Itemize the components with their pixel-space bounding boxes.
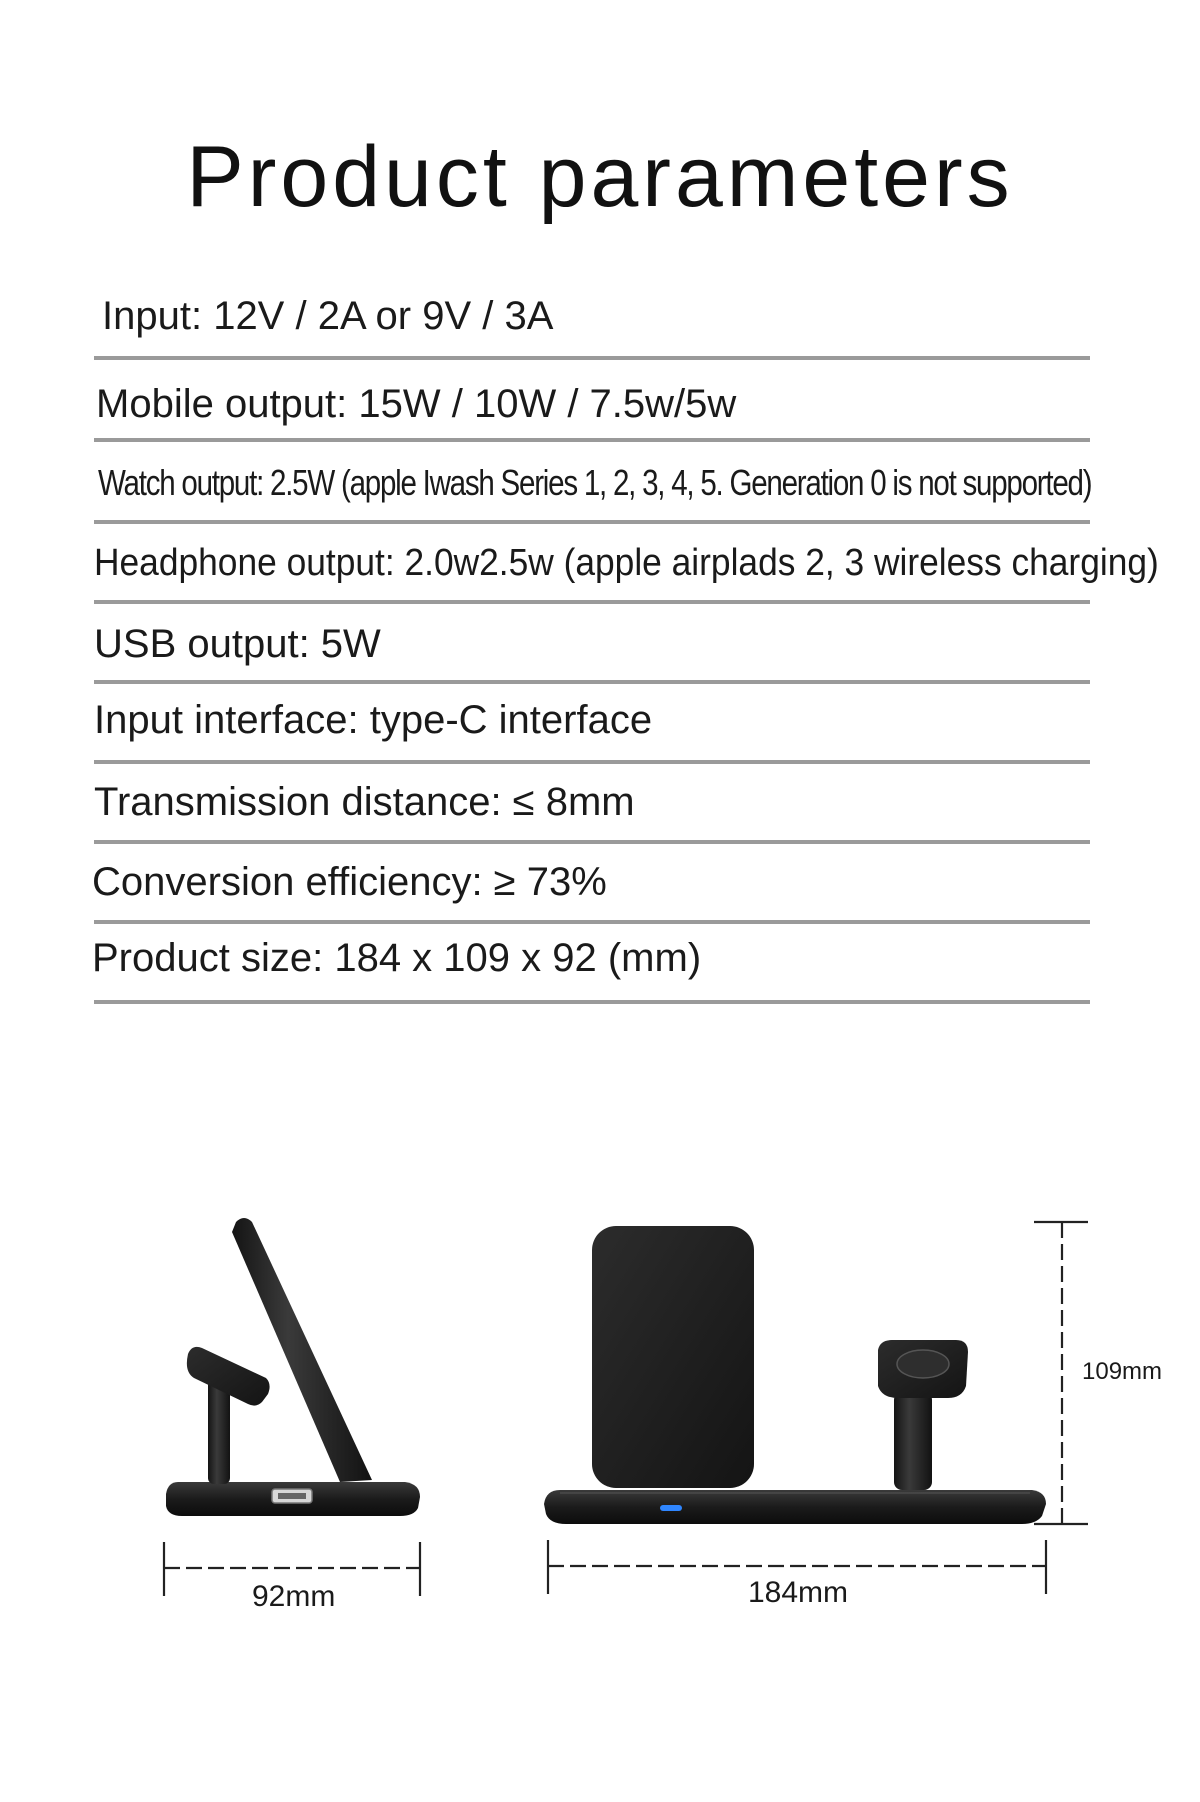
param-usb-output: USB output: 5W bbox=[94, 622, 381, 666]
side-view bbox=[166, 1218, 420, 1516]
dimension-height bbox=[1034, 1222, 1088, 1524]
led-indicator bbox=[660, 1505, 682, 1511]
phone-charging-pad bbox=[592, 1226, 754, 1488]
front-base bbox=[544, 1490, 1046, 1524]
param-transmission-distance: Transmission distance: ≤ 8mm bbox=[94, 780, 635, 824]
param-headphone-output: Headphone output: 2.0w2.5w (apple airplads 2, 3 wireless charging) bbox=[94, 542, 1159, 584]
depth-label: 92mm bbox=[252, 1580, 336, 1613]
phone-stand-arm bbox=[232, 1218, 372, 1482]
param-input: Input: 12V / 2A or 9V / 3A bbox=[102, 294, 554, 338]
param-watch-output: Watch output: 2.5W (apple Iwash Series 1, 2, 3, 4, 5. Generation 0 is not supported) bbox=[98, 462, 1092, 503]
param-conversion-efficiency: Conversion efficiency: ≥ 73% bbox=[92, 860, 607, 904]
watch-post bbox=[894, 1392, 932, 1490]
height-label: 109mm bbox=[1082, 1358, 1163, 1385]
page-title: Product parameters bbox=[186, 129, 1014, 225]
param-product-size: Product size: 184 x 109 x 92 (mm) bbox=[92, 936, 702, 980]
param-input-interface: Input interface: type-C interface bbox=[94, 698, 653, 742]
width-label: 184mm bbox=[748, 1576, 849, 1609]
front-view bbox=[544, 1226, 1046, 1524]
param-mobile-output: Mobile output: 15W / 10W / 7.5w/5w bbox=[96, 382, 737, 426]
